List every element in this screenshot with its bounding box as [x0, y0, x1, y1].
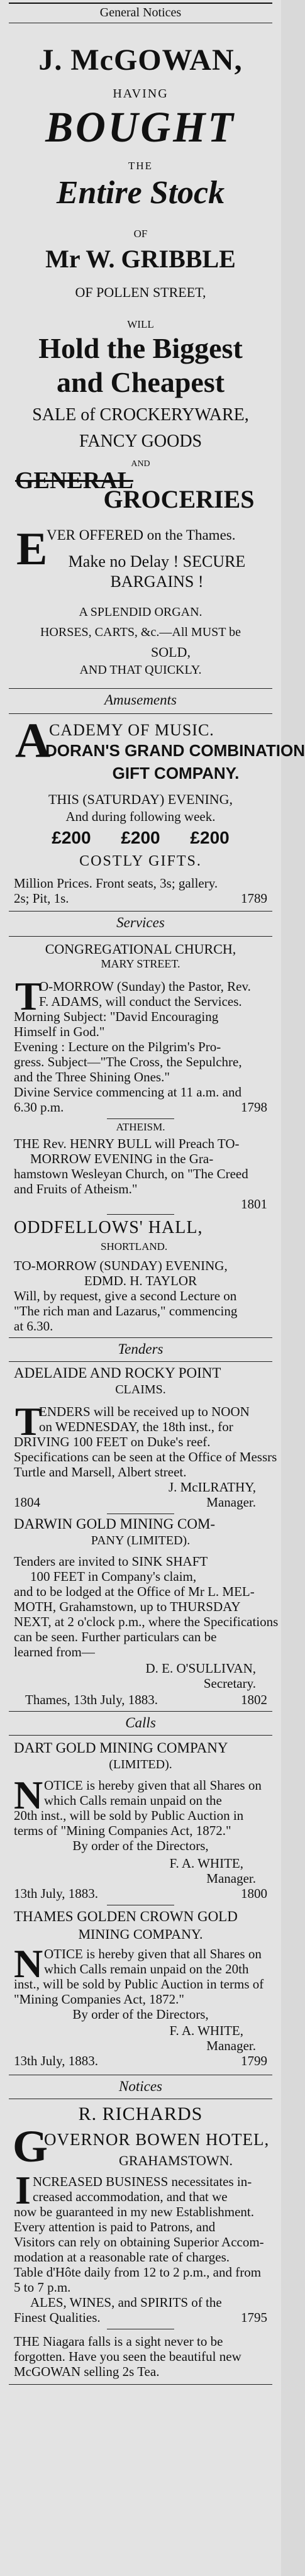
drop-cap: E: [16, 523, 48, 575]
text-line: OTICE is hereby given that all Shares on: [44, 1778, 262, 1793]
prize-amount: £200: [121, 828, 160, 847]
text-line: McGOWAN selling 2s Tea.: [14, 2364, 160, 2379]
ad-name-gribble: Mr W. GRIBBLE: [45, 245, 236, 273]
notice-date: 13th July, 1883.: [14, 2053, 98, 2068]
text-line: By order of the Directors,: [72, 1838, 209, 1853]
notice-date: Thames, 13th July, 1883.: [25, 1692, 158, 1707]
drop-cap: N: [14, 1773, 43, 1817]
divider: [107, 1118, 174, 1119]
company-title: PANY (LIMITED).: [91, 1534, 191, 1547]
text-line: gress. Subject—"The Cross, the Sepulchre,: [14, 1054, 242, 1069]
signature: F. A. WHITE,: [169, 1856, 243, 1871]
divider: [9, 1361, 272, 1362]
church-street: MARY STREET.: [101, 957, 180, 970]
signature: D. E. O'SULLIVAN,: [145, 1661, 256, 1676]
ad-text: BARGAINS !: [110, 572, 204, 591]
ad-text: COSTLY GIFTS.: [79, 853, 202, 869]
ad-headline-bought: BOUGHT: [45, 103, 236, 152]
ad-headline-entire-stock: Entire Stock: [56, 175, 225, 211]
ad-text: Make no Delay ! SECURE: [68, 552, 246, 571]
ad-text: OF POLLEN STREET,: [75, 284, 206, 300]
ad-text: GIFT COMPANY.: [112, 764, 240, 783]
text-line: THE Rev. HENRY BULL will Preach TO-: [14, 1136, 240, 1151]
text-line: on WEDNESDAY, the 18th inst., for: [39, 1419, 233, 1434]
signature-title: Secretary.: [203, 1676, 256, 1691]
text-line: and to be lodged at the Office of Mr L. MEL-: [14, 1584, 255, 1599]
section-heading-general-notices: General Notices: [99, 6, 182, 20]
ad-text: Million Prices. Front seats, 3s; gallery.: [14, 876, 218, 891]
text-line: Himself in God.": [14, 1024, 105, 1039]
ad-ref-number: 1802: [241, 1692, 267, 1707]
section-heading-amusements: Amusements: [104, 692, 177, 708]
text-line: NEXT, at 2 o'clock p.m., where the Specifications: [14, 1614, 279, 1629]
hall-name: ODDFELLOWS' HALL,: [14, 1218, 203, 1237]
ad-text: 2s; Pit, 1s.: [14, 891, 69, 906]
signature-title: Manager.: [206, 2038, 256, 2053]
notice-title: ATHEISM.: [116, 1121, 165, 1133]
drop-cap: I: [15, 2168, 31, 2212]
text-line: now be guaranteed in my new Establishment.: [14, 2204, 254, 2219]
text-line: hamstown Wesleyan Church, on "The Creed: [14, 1166, 248, 1181]
text-line: MOTH, Grahamstown, up to THURSDAY: [14, 1599, 241, 1614]
ad-ref-number: 1795: [241, 2310, 267, 2325]
drop-cap: T: [15, 1399, 42, 1444]
text-line: "The rich man and Lazarus," commencing: [14, 1303, 238, 1319]
text-line: By order of the Directors,: [72, 2007, 209, 2022]
ad-text: HORSES, CARTS, &c.—All MUST be: [40, 625, 241, 639]
ad-text: WILL: [127, 318, 154, 330]
company-title: (LIMITED).: [109, 1758, 172, 1771]
text-line: "Mining Companies Act, 1872.": [14, 1992, 184, 2007]
section-heading-tenders: Tenders: [118, 1341, 164, 1357]
ad-text: DORAN'S GRAND COMBINATION: [45, 741, 305, 760]
ad-text: FANCY GOODS: [79, 432, 202, 451]
drop-cap: G: [13, 2121, 48, 2172]
ad-text: VER OFFERED on the Thames.: [47, 527, 236, 543]
text-line: Turtle and Marsell, Albert street.: [14, 1464, 187, 1480]
text-line: 100 FEET in Company's claim,: [30, 1569, 197, 1584]
divider: [9, 2384, 272, 2385]
section-heading-notices: Notices: [119, 2078, 162, 2094]
text-line: Morning Subject: "David Encouraging: [14, 1009, 219, 1024]
text-line: Divine Service commencing at 11 a.m. and: [14, 1084, 241, 1100]
text-line: creased accommodation, and that we: [33, 2189, 228, 2204]
ad-ref-number: 1804: [14, 1495, 40, 1510]
signature-title: Manager.: [206, 1871, 256, 1886]
text-line: and Fruits of Atheism.": [14, 1181, 138, 1196]
ad-ref-number: 1799: [241, 2053, 267, 2068]
signature-title: Manager.: [206, 1495, 256, 1510]
divider: [9, 1735, 272, 1736]
text-line: F. ADAMS, will conduct the Services.: [39, 994, 242, 1009]
text-line: which Calls remain unpaid on the: [44, 1793, 222, 1808]
ad-ref-number: 1798: [241, 1100, 267, 1115]
ad-ref-number: 1800: [241, 1886, 267, 1901]
text-line: forgotten. Have you seen the beautiful new: [14, 2349, 241, 2364]
ad-text: THE: [128, 160, 153, 172]
text-line: O-MORROW (Sunday) the Pastor, Rev.: [39, 979, 251, 994]
divider: [9, 1711, 272, 1712]
company-title: MINING COMPANY.: [78, 1926, 203, 1942]
notice-date: 13th July, 1883.: [14, 1886, 98, 1901]
text-line: Finest Qualities.: [14, 2310, 101, 2325]
divider: [9, 911, 272, 912]
text-line: Every attention is paid to Patrons, and: [14, 2219, 216, 2234]
hotel-location: GRAHAMSTOWN.: [118, 2153, 233, 2168]
text-line: terms of "Mining Companies Act, 1872.": [14, 1823, 231, 1838]
text-line: learned from—: [14, 1644, 95, 1659]
text-line: ALES, WINES, and SPIRITS of the: [30, 2295, 222, 2310]
hall-location: SHORTLAND.: [101, 1241, 168, 1252]
divider: [9, 688, 272, 689]
company-title: THAMES GOLDEN CROWN GOLD: [14, 1909, 238, 1924]
text-line: Evening : Lecture on the Pilgrim's Pro-: [14, 1039, 221, 1054]
proprietor-name: R. RICHARDS: [78, 2104, 203, 2124]
text-line: modation at a reasonable rate of charges.: [14, 2250, 230, 2265]
text-line: Visitors can rely on obtaining Superior Accom-: [14, 2234, 264, 2250]
text-line: NCREASED BUSINESS necessitates in-: [33, 2174, 252, 2189]
drop-cap: T: [15, 974, 42, 1018]
text-line: 5 to 7 p.m.: [14, 2280, 71, 2295]
text-line: and the Three Shining Ones.": [14, 1069, 170, 1084]
prize-row: [5, 828, 276, 848]
prize-amount: £200: [190, 828, 230, 847]
text-line: EDMD. H. TAYLOR: [84, 1273, 197, 1288]
ad-text: And during following week.: [65, 809, 216, 824]
section-heading-services: Services: [116, 915, 165, 930]
signature: F. A. WHITE,: [169, 2023, 243, 2038]
text-line: Tenders are invited to SINK SHAFT: [14, 1554, 208, 1569]
ad-text: THIS (SATURDAY) EVENING,: [48, 791, 233, 807]
text-line: 20th inst., will be sold by Public Auction in: [14, 1808, 244, 1823]
prize-amount: £200: [52, 828, 91, 847]
divider: [107, 1214, 174, 1215]
text-line: DRIVING 100 FEET on Duke's reef.: [14, 1434, 211, 1449]
text-line: OTICE is hereby given that all Shares on: [44, 1946, 262, 1961]
text-line: which Calls remain unpaid on the 20th: [44, 1961, 249, 1977]
text-line: ENDERS will be received up to NOON: [39, 1404, 250, 1419]
text-line: Will, by request, give a second Lecture on: [14, 1288, 237, 1303]
drop-cap: N: [14, 1941, 43, 1986]
text-line: 6.30 p.m.: [14, 1100, 64, 1115]
ad-general-word: GENERAL: [15, 467, 133, 494]
ad-text: SOLD,: [151, 644, 191, 660]
section-heading-calls: Calls: [125, 1715, 156, 1731]
signature: J. McILRATHY,: [168, 1480, 256, 1495]
ad-text: CADEMY OF MUSIC.: [49, 721, 214, 739]
text-line: inst., will be sold by Public Auction in terms of: [14, 1977, 264, 1992]
text-line: at 6.30.: [14, 1319, 53, 1334]
ad-text: HAVING: [113, 87, 169, 101]
ad-headline-biggest: Hold the Biggest: [38, 332, 243, 364]
text-line: Specifications can be seen at the Office of Messrs: [14, 1449, 277, 1464]
text-line: MORROW EVENING in the Gra-: [30, 1151, 214, 1166]
text-line: TO-MORROW (SUNDAY) EVENING,: [14, 1258, 228, 1273]
company-title: DARWIN GOLD MINING COM-: [14, 1516, 216, 1532]
claim-title: CLAIMS.: [115, 1383, 166, 1397]
ad-ref-number: 1801: [241, 1196, 267, 1212]
ad-ref-number: 1789: [241, 891, 267, 906]
text-line: THE Niagara falls is a sight never to be: [14, 2334, 223, 2349]
ad-text: SALE of CROCKERYWARE,: [32, 405, 249, 425]
drop-cap: A: [15, 713, 51, 767]
advertiser-name: J. McGOWAN,: [38, 43, 243, 77]
text-line: can be seen. Further particulars can be: [14, 1629, 217, 1644]
ad-text: OF: [133, 228, 148, 240]
ad-text: A SPLENDID ORGAN.: [79, 605, 202, 619]
hotel-name: OVERNOR BOWEN HOTEL,: [44, 2130, 270, 2149]
ad-text: AND THAT QUICKLY.: [79, 663, 202, 677]
ad-text: AND: [131, 459, 150, 469]
company-title: DART GOLD MINING COMPANY: [14, 1740, 228, 1756]
church-name: CONGREGATIONAL CHURCH,: [45, 941, 236, 957]
ad-headline-groceries: GROCERIES: [103, 485, 255, 513]
ad-headline-cheapest: and Cheapest: [56, 366, 225, 398]
claim-title: ADELAIDE AND ROCKY POINT: [14, 1365, 221, 1381]
top-rule: [9, 3, 272, 4]
divider: [9, 936, 272, 937]
divider: [9, 1337, 272, 1338]
text-line: Table d'Hôte daily from 12 to 2 p.m., and from: [14, 2265, 262, 2280]
